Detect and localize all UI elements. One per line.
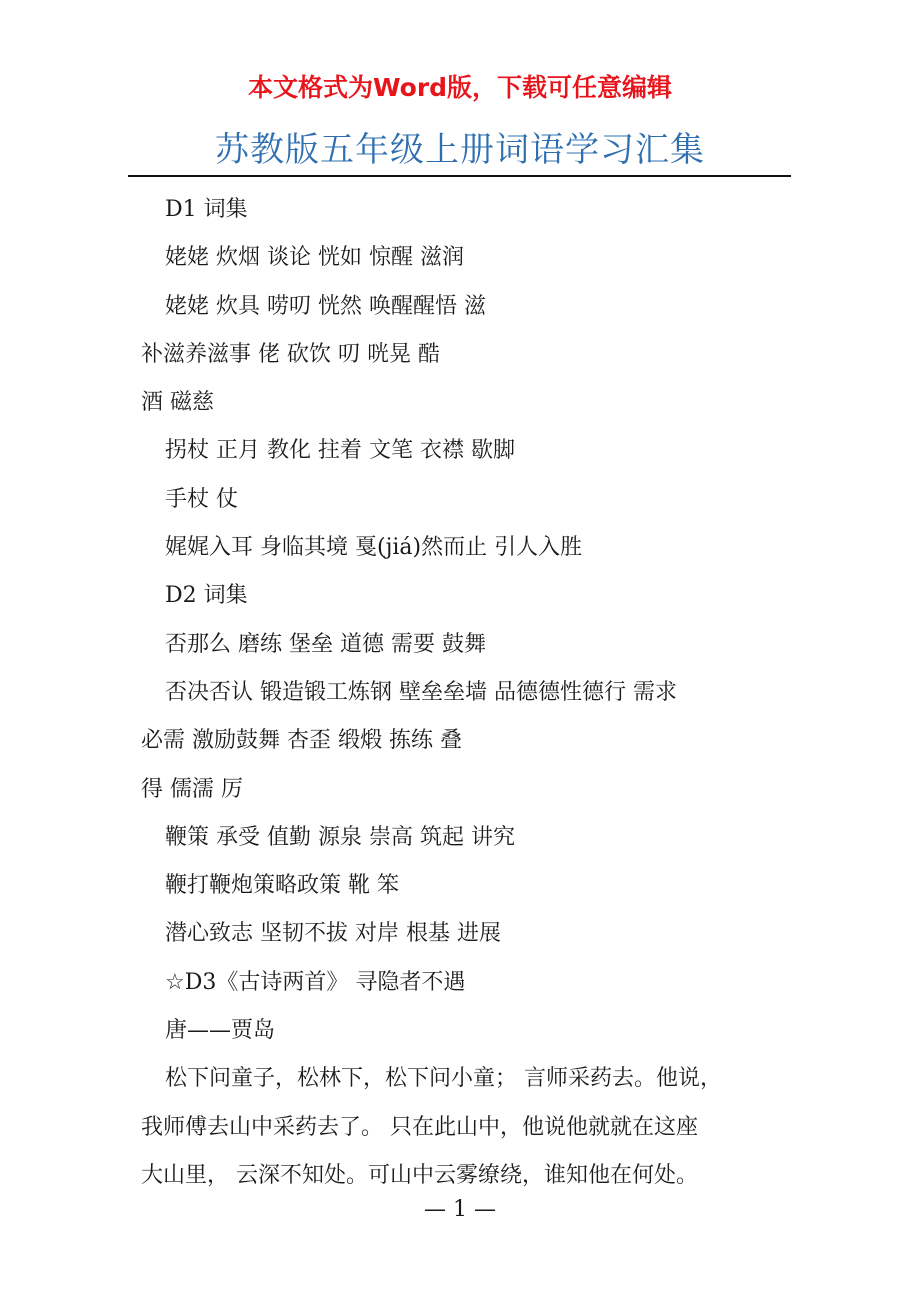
word-line: 鞭策 承受 值勤 源泉 崇高 筑起 讲究 xyxy=(165,824,515,850)
poem-line: 松下问童子，松林下，松下问小童； 言师采药去。他说， xyxy=(165,1066,722,1092)
poem-author: 唐——贾岛 xyxy=(165,1018,276,1044)
page-number: — 1 — xyxy=(424,1197,496,1222)
word-line: 拐杖 正月 教化 拄着 文笔 衣襟 歇脚 xyxy=(165,438,515,464)
word-line: 鞭打鞭炮策略政策 靴 笨 xyxy=(165,873,399,899)
document-title: 苏教版五年级上册词语学习汇集 xyxy=(215,130,705,170)
word-line: 姥姥 炊具 唠叨 恍然 唤醒醒悟 滋 xyxy=(165,293,486,319)
word-line: 必需 激励鼓舞 杏歪 缎煅 拣练 叠 xyxy=(141,728,462,754)
watermark-banner: 本文格式为Word版，下载可任意编辑 xyxy=(247,73,673,102)
word-line: 娓娓入耳 身临其境 戛(jiá)然而止 引人入胜 xyxy=(165,535,583,561)
document-body xyxy=(141,186,781,1200)
poem-line: 我师傅去山中采药去了。 只在此山中，他说他就就在这座 xyxy=(141,1114,698,1140)
section-heading-d3: ☆D3《古诗两首》 寻隐者不遇 xyxy=(165,969,466,995)
section-heading-d1: D1 词集 xyxy=(165,197,248,222)
word-line: 姥姥 炊烟 谈论 恍如 惊醒 滋润 xyxy=(165,245,464,271)
section-heading-d2: D2 词集 xyxy=(165,583,248,609)
word-line: 得 儒濡 厉 xyxy=(141,776,243,802)
word-line: 补滋养滋事 佬 砍饮 叨 咣晃 酷 xyxy=(141,341,440,367)
word-line: 潜心致志 坚韧不拔 对岸 根基 进展 xyxy=(165,921,501,947)
word-line: 手杖 仗 xyxy=(165,486,238,512)
word-line: 否那么 磨练 堡垒 道德 需要 鼓舞 xyxy=(165,631,486,657)
word-line: 酒 磁慈 xyxy=(141,390,214,416)
poem-line: 大山里， 云深不知处。可山中云雾缭绕，谁知他在何处。 xyxy=(141,1162,698,1188)
word-line: 否决否认 锻造锻工炼钢 壁垒垒墙 品德德性德行 需求 xyxy=(165,679,677,705)
title-divider xyxy=(128,175,791,177)
